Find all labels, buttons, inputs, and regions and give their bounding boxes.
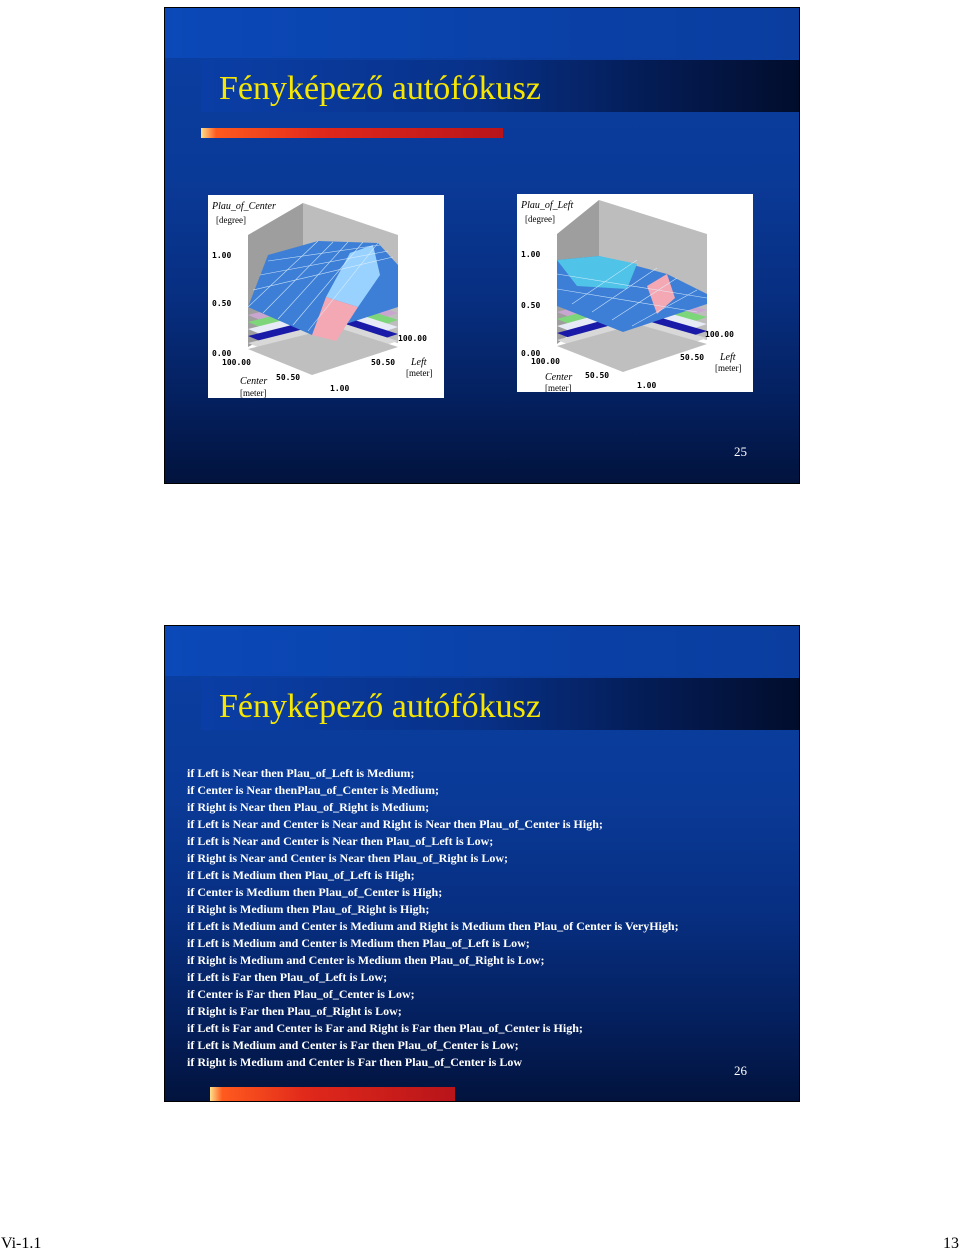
x-tick-1: 100.00: [222, 358, 251, 367]
x-tick-2: 50.50: [276, 373, 301, 382]
rule-line: if Right is Medium then Plau_of_Right is High;: [187, 902, 430, 916]
rule-line: if Center is Medium then Plau_of_Center is High;: [187, 885, 443, 899]
title-underline: [201, 128, 503, 138]
bottom-accent-line: [210, 1087, 455, 1101]
rule-line: if Left is Medium and Center is Medium then Plau_of_Left is Low;: [187, 936, 530, 950]
rule-line: if Left is Medium then Plau_of_Left is High;: [187, 868, 415, 882]
y-axis-unit: [meter]: [406, 368, 433, 378]
slide-title: Fényképező autófókusz: [219, 70, 541, 107]
x-tick-3: 1.00: [637, 381, 657, 390]
x-tick-3: 1.00: [330, 384, 350, 393]
surface-plot-plau-of-left: [517, 194, 753, 392]
y-axis-unit: [meter]: [715, 363, 742, 373]
y-axis-label: Left: [720, 352, 736, 363]
x-tick-1: 100.00: [531, 357, 560, 366]
footer-page-number: 13: [943, 1235, 959, 1252]
slide-top-band: [165, 626, 799, 676]
y-tick-1: 100.00: [398, 334, 427, 343]
footer-version: Vi-1.1: [1, 1235, 42, 1252]
x-axis-label: Center: [545, 372, 573, 383]
slide-title: Fényképező autófókusz: [219, 688, 541, 725]
z-tick-1: 1.00: [212, 251, 232, 260]
fuzzy-rule-list: [187, 765, 679, 1071]
slide-top-band: [165, 8, 799, 58]
rule-line: if Left is Medium and Center is Far then Plau_of_Center is Low;: [187, 1038, 519, 1052]
x-axis-unit: [meter]: [240, 388, 267, 398]
rule-line: if Left is Near and Center is Near and Right is Near then Plau_of_Center is High;: [187, 817, 603, 831]
rule-line: if Right is Medium and Center is Far then Plau_of_Center is Low: [187, 1055, 522, 1069]
z-tick-2: 0.50: [521, 301, 541, 310]
z-tick-3: 0.00: [521, 349, 541, 358]
rule-line: if Right is Medium and Center is Medium then Plau_of_Right is Low;: [187, 953, 545, 967]
y-axis-label: Left: [411, 357, 427, 368]
x-axis-unit: [meter]: [545, 383, 572, 392]
rule-line: if Right is Near and Center is Near then Plau_of_Right is Low;: [187, 851, 508, 865]
output-unit: [degree]: [525, 214, 555, 224]
output-unit: [degree]: [216, 215, 246, 225]
rule-line: if Left is Far and Center is Far and Right is Far then Plau_of_Center is High;: [187, 1021, 583, 1035]
y-tick-2: 50.50: [371, 358, 396, 367]
output-label: Plau_of_Center: [212, 201, 276, 212]
rule-line: if Left is Near then Plau_of_Left is Medium;: [187, 766, 415, 780]
z-tick-2: 0.50: [212, 299, 232, 308]
x-axis-label: Center: [240, 376, 268, 387]
rule-line: if Right is Far then Plau_of_Right is Low;: [187, 1004, 402, 1018]
slide-25: [164, 7, 800, 484]
y-tick-1: 100.00: [705, 330, 734, 339]
y-tick-2: 50.50: [680, 353, 705, 362]
z-tick-1: 1.00: [521, 250, 541, 259]
z-tick-3: 0.00: [212, 349, 232, 358]
slide-26: [164, 625, 800, 1102]
rule-line: if Right is Near then Plau_of_Right is Medium;: [187, 800, 430, 814]
rule-line: if Center is Far then Plau_of_Center is Low;: [187, 987, 415, 1001]
surface-plot-plau-of-center: [208, 195, 444, 398]
rule-line: if Left is Near and Center is Near then Plau_of_Left is Low;: [187, 834, 494, 848]
rule-line: if Left is Far then Plau_of_Left is Low;: [187, 970, 388, 984]
output-label: Plau_of_Left: [521, 200, 574, 211]
rule-line: if Left is Medium and Center is Medium and Right is Medium then Plau_of Center is VeryHigh;: [187, 919, 679, 933]
page-number: 25: [734, 444, 747, 459]
rule-line: if Center is Near thenPlau_of_Center is Medium;: [187, 783, 439, 797]
page-number: 26: [734, 1063, 747, 1078]
x-tick-2: 50.50: [585, 371, 610, 380]
